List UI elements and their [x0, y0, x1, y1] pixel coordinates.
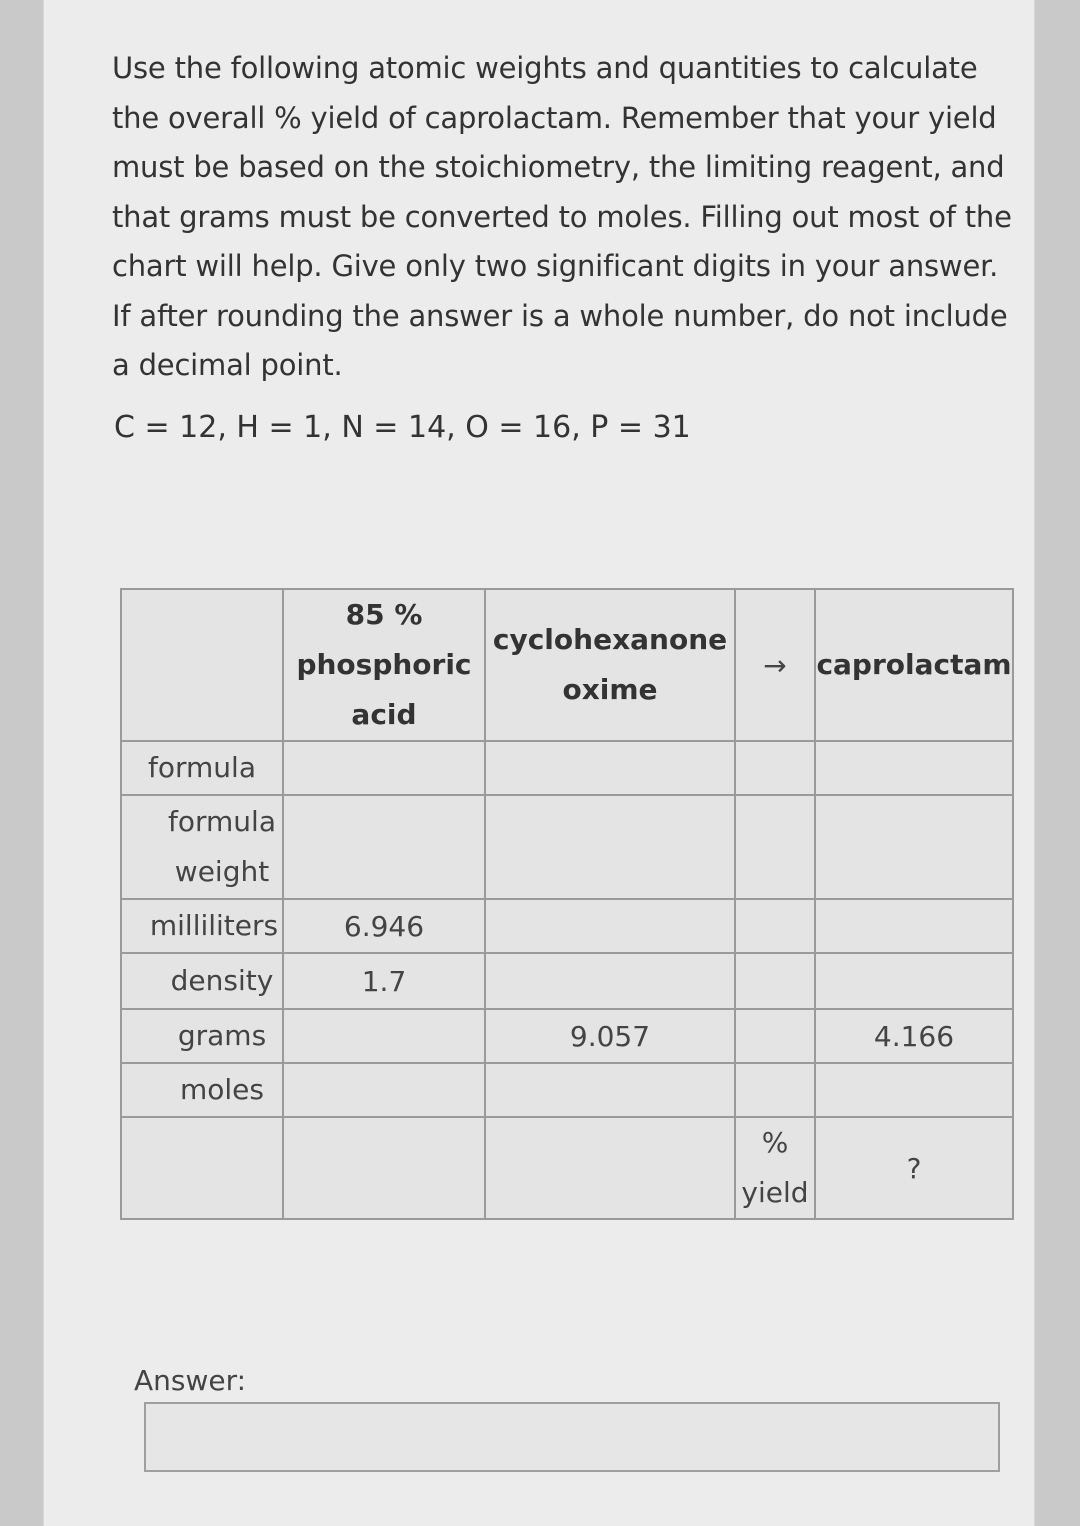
table-cell [735, 741, 815, 795]
row-label-grams: grams [121, 1009, 283, 1063]
table-cell [485, 1117, 735, 1219]
row-label-moles: moles [121, 1063, 283, 1117]
percent-yield-value: ? [815, 1117, 1013, 1219]
table-cell [283, 741, 485, 795]
table-cell [815, 741, 1013, 795]
row-label-density: density [121, 953, 283, 1009]
reaction-arrow: → [735, 589, 815, 741]
empty-header-cell [121, 589, 283, 741]
table-cell [485, 953, 735, 1009]
table-cell [283, 1009, 485, 1063]
table-cell [485, 1063, 735, 1117]
row-label-formula-weight: formula weight [121, 795, 283, 899]
header-row [121, 589, 1013, 741]
acid-density-value: 1.7 [283, 953, 485, 1009]
table-cell [485, 795, 735, 899]
table-cell [735, 1009, 815, 1063]
caprolactam-grams-value: 4.166 [815, 1009, 1013, 1063]
header-cyclohexanone-oxime: cyclohexanone oxime [485, 589, 735, 741]
table-row [121, 953, 1013, 1009]
table-row [121, 1009, 1013, 1063]
table-cell [283, 1063, 485, 1117]
table-cell [815, 1063, 1013, 1117]
row-label-formula: formula [121, 741, 283, 795]
table-cell [735, 953, 815, 1009]
table-row [121, 899, 1013, 953]
stoichiometry-table [120, 588, 1014, 1220]
header-phosphoric-acid: 85 % phosphoric acid [283, 589, 485, 741]
table-cell [815, 795, 1013, 899]
row-label-milliliters: milliliters [121, 899, 283, 953]
table-row [121, 741, 1013, 795]
table-cell [485, 899, 735, 953]
table-cell [485, 741, 735, 795]
table-cell [735, 795, 815, 899]
header-caprolactam: caprolactam [815, 589, 1013, 741]
table-row [121, 1063, 1013, 1117]
table-cell [283, 1117, 485, 1219]
percent-yield-label: % yield [735, 1117, 815, 1219]
oxime-grams-value: 9.057 [485, 1009, 735, 1063]
question-text: Use the following atomic weights and quantities to calculate the overall % yield of caprolactam. Remember that your yield must be based on the stoichiometry, the limiting reagent, and that grams must be converted to moles. Filling out most of the chart will help. Give only two significant digits in your answer. If after rounding the answer is a whole number, do not include a decimal point. [112, 51, 1012, 382]
acid-milliliters-value: 6.946 [283, 899, 485, 953]
table-cell [121, 1117, 283, 1219]
table-cell [735, 1063, 815, 1117]
table-row [121, 1117, 1013, 1219]
table-cell [815, 953, 1013, 1009]
table-row [121, 795, 1013, 899]
table-cell [815, 899, 1013, 953]
table-cell [283, 795, 485, 899]
table-cell [735, 899, 815, 953]
answer-input[interactable] [144, 1402, 1000, 1472]
answer-label: Answer: [134, 1364, 247, 1397]
atomic-weights: C = 12, H = 1, N = 14, O = 16, P = 31 [114, 410, 691, 445]
question-card [44, 0, 1034, 1526]
